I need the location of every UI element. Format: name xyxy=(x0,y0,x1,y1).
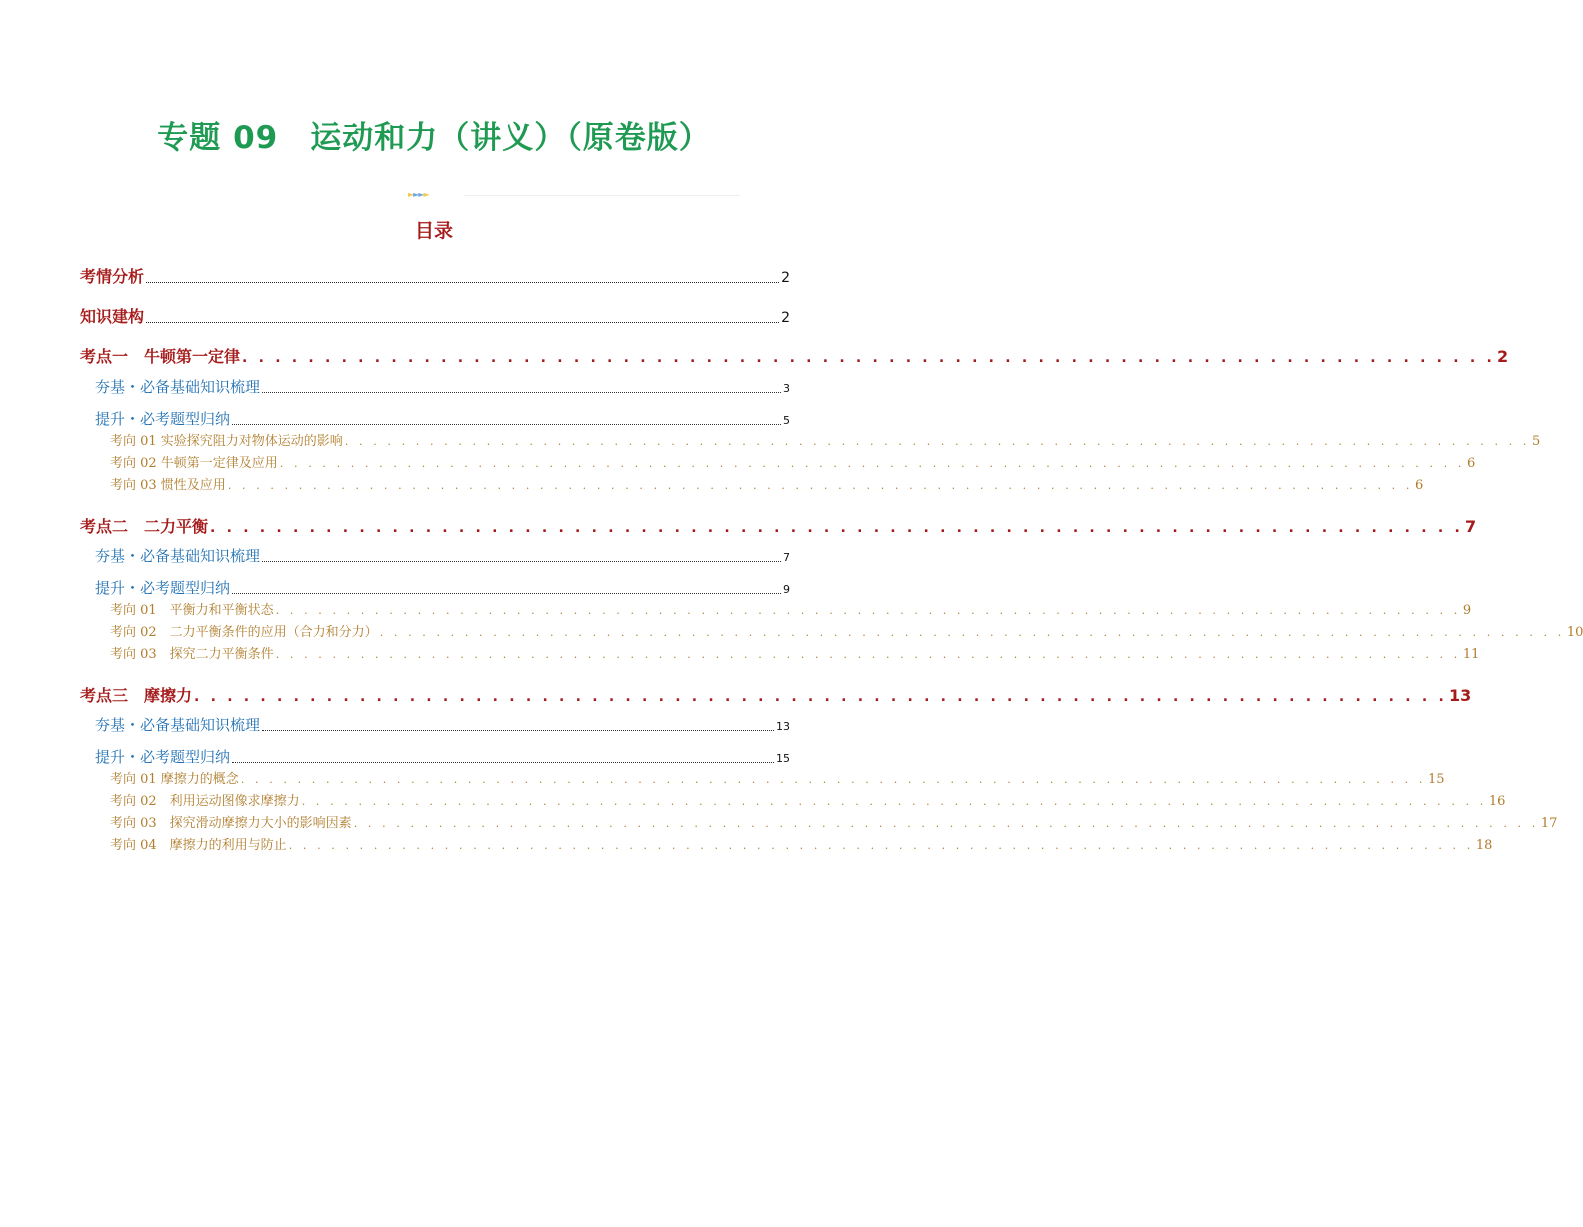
toc-entry-direction-3-4[interactable] xyxy=(110,834,1493,853)
toc-entry-label: 考点一 牛顿第一定律 xyxy=(80,347,241,366)
toc-entry-basics-3[interactable] xyxy=(95,714,790,735)
toc-entry-advanced-2[interactable] xyxy=(95,577,790,598)
toc-entry-label: 考向 01 摩擦力的概念 xyxy=(110,772,239,787)
toc-entry-label: 考情分析 xyxy=(80,267,145,286)
title-divider xyxy=(408,190,748,200)
toc-entry-advanced-3[interactable] xyxy=(95,746,790,767)
toc-page-number: 7 xyxy=(783,551,790,564)
toc-entry-label: 考向 02 牛顿第一定律及应用 xyxy=(110,456,278,471)
toc-page-number: 16 xyxy=(1488,794,1506,809)
toc-entry-label: 考向 04 摩擦力的利用与防止 xyxy=(110,838,287,853)
toc-entry-label: 知识建构 xyxy=(80,307,145,326)
toc-leader: . . . . . . . . . . . . . . . . . . . . . . . . . . . . . . . . . . . . . . . . . . . . . . . . . . . . . . . . . . . . . . . . . . . . . . . . . . . . . . . . . . . . xyxy=(275,648,1461,661)
toc-leader xyxy=(146,318,779,323)
toc-entry-direction-2-2[interactable] xyxy=(110,621,1583,640)
toc-entry-advanced-1[interactable] xyxy=(95,408,790,429)
toc-leader: . . . . . . . . . . . . . . . . . . . . . . . . . . . . . . . . . . . . . . . . . . . . . . . . . . . . . . . . . . . . . . . . . . . . . . . . . . . . . . . . . . . . xyxy=(288,839,1474,852)
toc-entry-direction-2-3[interactable] xyxy=(110,643,1480,662)
toc-page-number: 3 xyxy=(783,382,790,395)
toc-entry-basics-1[interactable] xyxy=(95,376,790,397)
toc-leader: . . . . . . . . . . . . . . . . . . . . . . . . . . . . . . . . . . . . . . . . . . . . . . . . . . . . . . . . . . . . . . . . . . . . . . . . . . . . . . . . . . . . xyxy=(275,604,1461,617)
toc-entry-label: 夯基・必备基础知识梳理 xyxy=(95,378,261,396)
toc-leader: . . . . . . . . . . . . . . . . . . . . . . . . . . . . . . . . . . . . . . . . . . . . . . . . . . . . . . . . . . . . . . . . . . . . . . . . . . . . . . . . . . . . xyxy=(240,773,1426,786)
toc-page-number: 6 xyxy=(1414,478,1424,493)
toc-page-number: 11 xyxy=(1462,647,1480,662)
toc-leader xyxy=(262,557,781,562)
arrow-decoration-icon: ►►►► xyxy=(408,190,429,199)
toc-entry-direction-3-1[interactable] xyxy=(110,768,1445,787)
toc-leader xyxy=(232,420,781,425)
toc-entry-topic-3[interactable] xyxy=(80,683,1472,706)
toc-entry-topic-2[interactable] xyxy=(80,514,1477,537)
toc-entry-basics-2[interactable] xyxy=(95,545,790,566)
toc-page-number: 15 xyxy=(776,752,790,765)
toc-entry-label: 考向 02 二力平衡条件的应用（合力和分力） xyxy=(110,625,378,640)
toc-page-number: 9 xyxy=(783,583,790,596)
toc-entry-label: 夯基・必备基础知识梳理 xyxy=(95,547,261,565)
toc-entry-direction-2-1[interactable] xyxy=(110,599,1472,618)
divider-line xyxy=(464,195,740,196)
document-title: 专题 09 运动和力（讲义）（原卷版） xyxy=(157,120,711,156)
toc-leader xyxy=(262,726,774,731)
toc-entry-label: 夯基・必备基础知识梳理 xyxy=(95,716,261,734)
toc-entry-direction-1-2[interactable] xyxy=(110,452,1476,471)
toc-page-number: 15 xyxy=(1427,772,1445,787)
toc-leader: . . . . . . . . . . . . . . . . . . . . . . . . . . . . . . . . . . . . . . . . . . . . . . . . . . . . . . . . . . . . . . . . . . . . . . . . . . . . xyxy=(194,689,1447,705)
toc-leader: . . . . . . . . . . . . . . . . . . . . . . . . . . . . . . . . . . . . . . . . . . . . . . . . . . . . . . . . . . . . . . . . . . . . . . . . . . . . . . . . . . . . xyxy=(353,817,1539,830)
toc-leader: . . . . . . . . . . . . . . . . . . . . . . . . . . . . . . . . . . . . . . . . . . . . . . . . . . . . . . . . . . . . . . . . . . . . . . . . . . . . xyxy=(210,520,1463,536)
toc-page-number: 5 xyxy=(783,414,790,427)
toc-entry-label: 考点三 摩擦力 xyxy=(80,686,193,705)
toc-entry-knowledge-structure[interactable] xyxy=(80,304,790,327)
toc-leader: . . . . . . . . . . . . . . . . . . . . . . . . . . . . . . . . . . . . . . . . . . . . . . . . . . . . . . . . . . . . . . . . . . . . . . . . . . . . . . . . . . . . xyxy=(227,479,1413,492)
toc-entry-label: 考点二 二力平衡 xyxy=(80,517,209,536)
toc-entry-label: 考向 01 平衡力和平衡状态 xyxy=(110,603,274,618)
toc-entry-label: 考向 01 实验探究阻力对物体运动的影响 xyxy=(110,434,343,449)
toc-entry-direction-3-2[interactable] xyxy=(110,790,1506,809)
toc-leader xyxy=(232,758,774,763)
toc-entry-label: 考向 03 惯性及应用 xyxy=(110,478,226,493)
toc-page-number: 2 xyxy=(781,270,790,286)
toc-entry-label: 提升・必考题型归纳 xyxy=(95,748,231,766)
toc-page-number: 7 xyxy=(1464,517,1477,536)
toc-page-number: 6 xyxy=(1466,456,1476,471)
toc-page-number: 13 xyxy=(1448,686,1472,705)
toc-leader xyxy=(262,388,781,393)
toc-entry-label: 提升・必考题型归纳 xyxy=(95,579,231,597)
toc-heading: 目录 xyxy=(414,220,453,242)
toc-page-number: 9 xyxy=(1462,603,1472,618)
toc-entry-label: 考向 02 利用运动图像求摩擦力 xyxy=(110,794,300,809)
toc-entry-label: 考向 03 探究二力平衡条件 xyxy=(110,647,274,662)
toc-page-number: 2 xyxy=(781,310,790,326)
toc-entry-exam-analysis[interactable] xyxy=(80,264,790,287)
toc-leader: . . . . . . . . . . . . . . . . . . . . . . . . . . . . . . . . . . . . . . . . . . . . . . . . . . . . . . . . . . . . . . . . . . . . . . . . . . . . . . . . . . . . xyxy=(379,626,1565,639)
toc-leader xyxy=(232,589,781,594)
toc-leader: . . . . . . . . . . . . . . . . . . . . . . . . . . . . . . . . . . . . . . . . . . . . . . . . . . . . . . . . . . . . . . . . . . . . . . . . . . . . . . . . . . . . xyxy=(301,795,1487,808)
toc-entry-topic-1[interactable] xyxy=(80,344,1509,367)
toc-page-number: 10 xyxy=(1566,625,1583,640)
toc-page-number: 5 xyxy=(1531,434,1541,449)
toc-page-number: 17 xyxy=(1540,816,1558,831)
toc-leader: . . . . . . . . . . . . . . . . . . . . . . . . . . . . . . . . . . . . . . . . . . . . . . . . . . . . . . . . . . . . . . . . . . . . . . . . . . . . xyxy=(242,350,1495,366)
toc-entry-label: 提升・必考题型归纳 xyxy=(95,410,231,428)
toc-entry-label: 考向 03 探究滑动摩擦力大小的影响因素 xyxy=(110,816,352,831)
toc-page-number: 13 xyxy=(776,720,790,733)
toc-leader: . . . . . . . . . . . . . . . . . . . . . . . . . . . . . . . . . . . . . . . . . . . . . . . . . . . . . . . . . . . . . . . . . . . . . . . . . . . . . . . . . . . . xyxy=(344,435,1530,448)
toc-leader xyxy=(146,278,779,283)
toc-leader: . . . . . . . . . . . . . . . . . . . . . . . . . . . . . . . . . . . . . . . . . . . . . . . . . . . . . . . . . . . . . . . . . . . . . . . . . . . . . . . . . . . . xyxy=(279,457,1465,470)
toc-entry-direction-1-3[interactable] xyxy=(110,474,1424,493)
toc-page-number: 18 xyxy=(1475,838,1493,853)
toc-entry-direction-1-1[interactable] xyxy=(110,430,1541,449)
toc-entry-direction-3-3[interactable] xyxy=(110,812,1558,831)
toc-page-number: 2 xyxy=(1496,347,1509,366)
